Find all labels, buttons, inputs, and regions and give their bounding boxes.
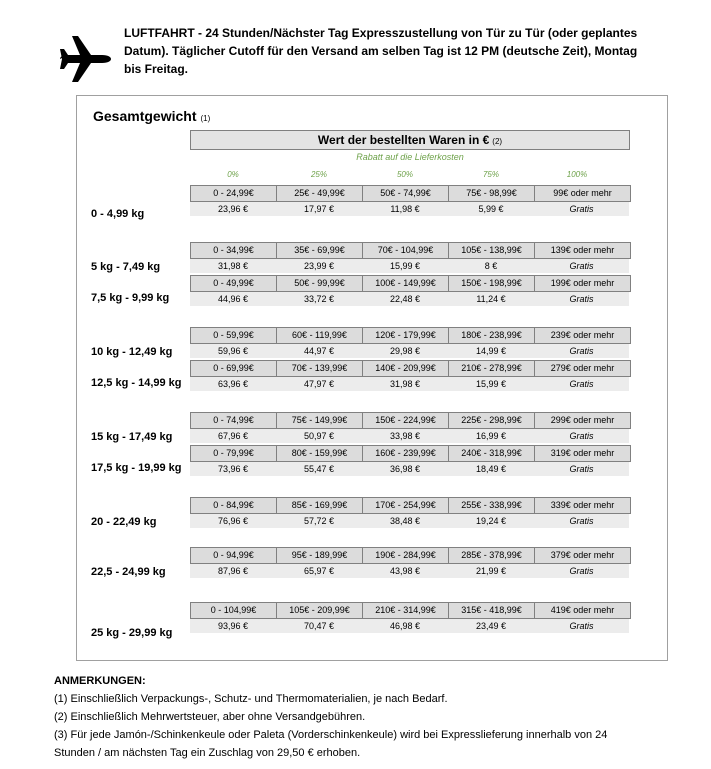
value-range-cell: 160€ - 239,99€	[363, 446, 449, 461]
value-range-cell: 80€ - 159,99€	[277, 446, 363, 461]
value-range-cell: 105€ - 138,99€	[449, 243, 535, 258]
value-range-row	[190, 185, 631, 202]
price-cell: Gratis	[569, 261, 594, 271]
price-cell: Gratis	[569, 294, 594, 304]
value-range-cell: 255€ - 338,99€	[449, 498, 535, 513]
panel-title: Gesamtgewicht (1)	[93, 108, 211, 124]
price-cell: 31,98 €	[217, 261, 249, 271]
intro-text	[124, 24, 644, 78]
price-cell: 8 €	[484, 261, 498, 271]
value-range-cell: 100€ - 149,99€	[363, 276, 449, 291]
weight-label: 17,5 kg - 19,99 kg	[91, 462, 182, 474]
airplane-icon	[58, 32, 112, 86]
value-range-cell: 0 - 84,99€	[191, 498, 277, 513]
value-range-cell: 285€ - 378,99€	[449, 548, 535, 563]
price-cell: 33,72 €	[303, 294, 335, 304]
price-row	[190, 292, 629, 306]
price-cell: Gratis	[569, 431, 594, 441]
price-cell: Gratis	[569, 464, 594, 474]
discount-pct-4: 100%	[566, 170, 588, 179]
price-cell: Gratis	[569, 204, 594, 214]
price-cell: 23,49 €	[475, 621, 507, 631]
price-cell: 46,98 €	[389, 621, 421, 631]
value-range-cell: 190€ - 284,99€	[363, 548, 449, 563]
value-range-row	[190, 445, 631, 462]
price-cell: 73,96 €	[217, 464, 249, 474]
value-range-cell: 50€ - 99,99€	[277, 276, 363, 291]
price-cell: 44,96 €	[217, 294, 249, 304]
price-cell: 63,96 €	[217, 379, 249, 389]
price-cell: 21,99 €	[475, 566, 507, 576]
value-range-cell: 210€ - 314,99€	[363, 603, 449, 618]
value-range-cell: 0 - 79,99€	[191, 446, 277, 461]
notes-section	[54, 672, 674, 762]
discount-pct-0: 0%	[227, 170, 239, 179]
price-cell: 17,97 €	[303, 204, 335, 214]
title-footnote: (1)	[200, 114, 211, 123]
price-cell: Gratis	[569, 379, 594, 389]
value-range-cell: 150€ - 224,99€	[363, 413, 449, 428]
price-cell: 55,47 €	[303, 464, 335, 474]
value-range-row	[190, 275, 631, 292]
weight-label: 20 - 22,49 kg	[91, 516, 157, 528]
value-range-cell: 60€ - 119,99€	[277, 328, 363, 343]
value-range-cell: 140€ - 209,99€	[363, 361, 449, 376]
weight-label: 7,5 kg - 9,99 kg	[91, 292, 170, 304]
weight-label: 0 - 4,99 kg	[91, 208, 145, 220]
value-range-cell: 150€ - 198,99€	[449, 276, 535, 291]
price-cell: 67,96 €	[217, 431, 249, 441]
price-cell: 93,96 €	[217, 621, 249, 631]
price-cell: 38,48 €	[389, 516, 421, 526]
value-range-cell: 199€ oder mehr	[550, 278, 615, 288]
price-row	[190, 564, 629, 578]
value-range-cell: 50€ - 74,99€	[363, 186, 449, 201]
intro-line-3: bis Freitag.	[124, 62, 189, 76]
value-range-cell: 70€ - 139,99€	[277, 361, 363, 376]
value-range-cell: 170€ - 254,99€	[363, 498, 449, 513]
note-3b: Stunden / am nächsten Tag ein Zuschlag von 29,50 € erhoben.	[54, 747, 361, 759]
price-cell: 11,98 €	[390, 204, 420, 214]
value-range-row	[190, 360, 631, 377]
price-row	[190, 462, 629, 476]
value-range-row	[190, 602, 631, 619]
value-range-cell: 225€ - 298,99€	[449, 413, 535, 428]
price-row	[190, 344, 629, 358]
value-range-cell: 0 - 69,99€	[191, 361, 277, 376]
value-range-cell: 279€ oder mehr	[550, 363, 615, 373]
value-range-cell: 120€ - 179,99€	[363, 328, 449, 343]
value-range-cell: 319€ oder mehr	[550, 448, 615, 458]
price-cell: 18,49 €	[475, 464, 507, 474]
price-cell: 70,47 €	[303, 621, 335, 631]
price-cell: 15,99 €	[475, 379, 507, 389]
value-range-cell: 210€ - 278,99€	[449, 361, 535, 376]
price-row	[190, 202, 629, 216]
value-range-cell: 339€ oder mehr	[550, 500, 615, 510]
value-range-cell: 75€ - 149,99€	[277, 413, 363, 428]
value-range-cell: 139€ oder mehr	[550, 245, 615, 255]
notes-heading: ANMERKUNGEN:	[54, 675, 146, 687]
price-cell: 36,98 €	[389, 464, 421, 474]
weight-label: 15 kg - 17,49 kg	[91, 431, 173, 443]
value-range-cell: 105€ - 209,99€	[277, 603, 363, 618]
intro-line-2: Datum). Täglicher Cutoff für den Versand am selben Tag ist 12 PM (deutsche Zeit), Montag	[124, 44, 638, 58]
price-cell: 19,24 €	[475, 516, 507, 526]
price-cell: 22,48 €	[389, 294, 421, 304]
price-cell: 33,98 €	[389, 431, 421, 441]
discount-pct-2: 50%	[396, 170, 413, 179]
value-range-cell: 379€ oder mehr	[550, 550, 615, 560]
value-range-cell: 99€ oder mehr	[553, 188, 612, 198]
value-range-cell: 25€ - 49,99€	[277, 186, 363, 201]
value-range-cell: 239€ oder mehr	[550, 330, 615, 340]
price-cell: 47,97 €	[303, 379, 335, 389]
value-range-cell: 180€ - 238,99€	[449, 328, 535, 343]
value-range-cell: 0 - 94,99€	[191, 548, 277, 563]
price-cell: Gratis	[569, 566, 594, 576]
intro-line-1: LUFTFAHRT - 24 Stunden/Nächster Tag Expresszustellung von Tür zu Tür (oder geplantes	[124, 26, 638, 40]
value-range-row	[190, 242, 631, 259]
value-range-cell: 240€ - 318,99€	[449, 446, 535, 461]
price-cell: 31,98 €	[389, 379, 421, 389]
price-cell: Gratis	[569, 346, 594, 356]
price-cell: Gratis	[569, 621, 594, 631]
price-cell: 87,96 €	[217, 566, 249, 576]
value-range-cell: 70€ - 104,99€	[363, 243, 449, 258]
value-range-cell: 419€ oder mehr	[550, 605, 615, 615]
discount-pct-3: 75%	[482, 170, 499, 179]
price-cell: 23,99 €	[303, 261, 335, 271]
value-range-cell: 35€ - 69,99€	[277, 243, 363, 258]
value-range-cell: 95€ - 189,99€	[277, 548, 363, 563]
price-cell: 16,99 €	[475, 431, 507, 441]
shipping-table-panel	[76, 95, 668, 661]
value-range-cell: 0 - 104,99€	[191, 603, 277, 618]
value-range-cell: 0 - 34,99€	[191, 243, 277, 258]
value-header: Wert der bestellten Waren in € (2)	[190, 130, 630, 150]
price-cell: 44,97 €	[303, 346, 335, 356]
note-3a: (3) Für jede Jamón-/Schinkenkeule oder Paleta (Vorderschinkenkeule) wird bei Expresslieferung innerhalb von 24	[54, 729, 608, 741]
price-cell: 5,99 €	[478, 204, 504, 214]
discount-subheader: Rabatt auf die Lieferkosten	[356, 152, 464, 162]
weight-label: 12,5 kg - 14,99 kg	[91, 377, 182, 389]
price-row	[190, 377, 629, 391]
price-cell: 76,96 €	[217, 516, 249, 526]
price-row	[190, 619, 629, 633]
price-cell: 43,98 €	[389, 566, 421, 576]
price-row	[190, 429, 629, 443]
price-cell: 14,99 €	[475, 346, 507, 356]
price-cell: 15,99 €	[389, 261, 421, 271]
note-1: (1) Einschließlich Verpackungs-, Schutz- und Thermomaterialien, je nach Bedarf.	[54, 693, 448, 705]
price-cell: 59,96 €	[217, 346, 249, 356]
price-row	[190, 259, 629, 273]
value-range-cell: 0 - 59,99€	[191, 328, 277, 343]
value-range-row	[190, 327, 631, 344]
price-cell: 29,98 €	[389, 346, 421, 356]
price-cell: 23,96 €	[217, 204, 249, 214]
weight-label: 25 kg - 29,99 kg	[91, 627, 173, 639]
value-range-cell: 0 - 24,99€	[191, 186, 277, 201]
price-cell: Gratis	[569, 516, 594, 526]
value-range-row	[190, 497, 631, 514]
weight-label: 10 kg - 12,49 kg	[91, 346, 173, 358]
value-range-cell: 75€ - 98,99€	[449, 186, 535, 201]
price-cell: 65,97 €	[303, 566, 335, 576]
weight-label: 22,5 - 24,99 kg	[91, 566, 166, 578]
price-cell: 50,97 €	[303, 431, 335, 441]
weight-label: 5 kg - 7,49 kg	[91, 261, 161, 273]
price-row	[190, 514, 629, 528]
value-range-cell: 0 - 74,99€	[191, 413, 277, 428]
value-range-cell: 0 - 49,99€	[191, 276, 277, 291]
value-range-row	[190, 547, 631, 564]
value-range-cell: 299€ oder mehr	[550, 415, 615, 425]
value-range-row	[190, 412, 631, 429]
note-2: (2) Einschließlich Mehrwertsteuer, aber ohne Versandgebühren.	[54, 711, 366, 723]
price-cell: 11,24 €	[476, 294, 506, 304]
discount-pct-1: 25%	[310, 170, 327, 179]
value-range-cell: 85€ - 169,99€	[277, 498, 363, 513]
header-footnote: (2)	[492, 137, 503, 146]
value-range-cell: 315€ - 418,99€	[449, 603, 535, 618]
price-cell: 57,72 €	[303, 516, 335, 526]
